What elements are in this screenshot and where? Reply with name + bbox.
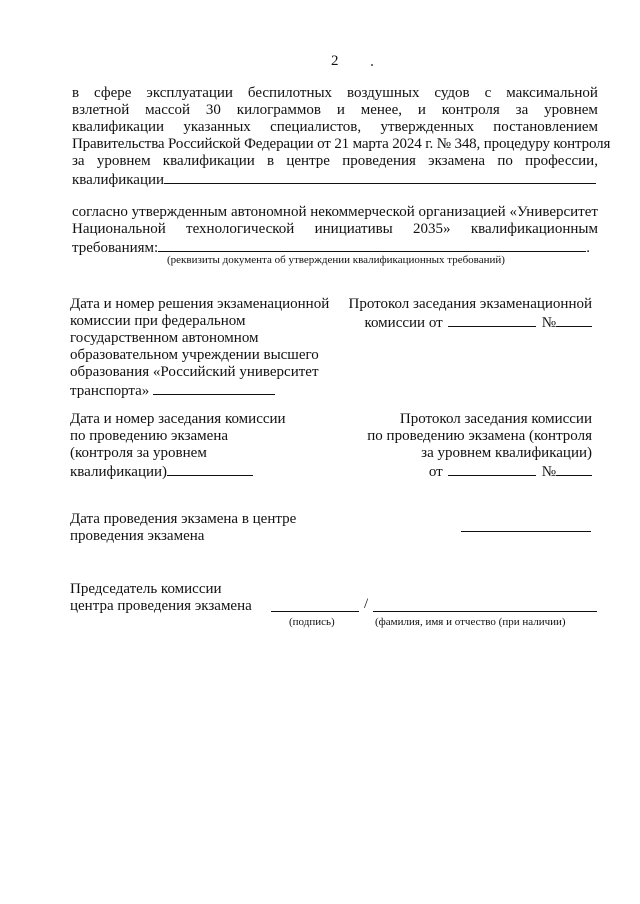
requirements-caption: (реквизиты документа об утверждении квалификационных требований) (167, 254, 505, 266)
word: в (267, 153, 275, 169)
signature-caption: (подпись) (289, 616, 335, 628)
word: эксплуатации (146, 85, 233, 101)
signature-separator: / (364, 596, 369, 612)
qualification-fill-line (164, 170, 596, 184)
word: массой (145, 102, 191, 118)
meeting-label-line-2: по проведению экзамена (70, 428, 229, 444)
protocol-exam-commission-line-2 (364, 313, 592, 332)
meeting-label-line-3: (контроля за уровнем (70, 445, 207, 461)
full-name-caption: (фамилия, имя и отчество (при наличии) (375, 616, 566, 628)
number-sign: № (541, 315, 556, 331)
word: утвержденным (131, 204, 228, 220)
word: согласно (72, 204, 128, 220)
decision-label-line-1: Дата и номер решения экзаменационной (70, 296, 330, 312)
decision-label-line-3: государственном автономном (70, 330, 259, 346)
word: технологической (186, 221, 295, 237)
word: менее, (360, 102, 402, 118)
word: автономной (230, 204, 307, 220)
meeting-fill-line (167, 462, 253, 476)
word: в (72, 85, 80, 101)
page-number: 2 (331, 53, 339, 69)
word: сфере (94, 85, 132, 101)
paragraph-1-line-4: Правительства Российской Федерации от 21 марта 2024 г. № 348, процедуру контроля (72, 136, 611, 152)
word: экзамена (428, 153, 486, 169)
word: проведения (342, 153, 416, 169)
word: постановлением (493, 119, 598, 135)
word: «Университет (509, 204, 598, 220)
meeting-label-line-4 (70, 462, 253, 481)
word: воздушных (347, 85, 420, 101)
chairman-label-line-1: Председатель комиссии (70, 581, 222, 597)
word: по (497, 153, 513, 169)
exam-date-label-line-1: Дата проведения экзамена в центре (70, 511, 297, 527)
requirements-label: требованиям: (72, 240, 159, 256)
paragraph-1-line-2 (72, 102, 598, 119)
word: уровнем (96, 153, 151, 169)
word: указанных (183, 119, 251, 135)
protocol-exam-commission-label: Протокол заседания экзаменационной (348, 296, 592, 312)
decision-label-line-4: образовательном учреждении высшего (70, 347, 319, 363)
full-name-line (373, 611, 597, 612)
commission-protocol-date-line (448, 462, 536, 476)
requirements-fill-line (158, 238, 586, 252)
protocol-number-line (556, 313, 592, 327)
word: с (484, 85, 492, 101)
word: Национальной (72, 221, 166, 237)
commission-from-label: комиссии от (364, 315, 443, 331)
paragraph-2-line-1 (72, 204, 598, 221)
word: квалификации (72, 119, 165, 135)
decision-fill-line (153, 381, 275, 395)
word: центре (286, 153, 330, 169)
word: специалистов, (270, 119, 362, 135)
commission-protocol-number-line (556, 462, 592, 476)
paragraph-1-line-3 (72, 119, 598, 136)
word: и (417, 102, 426, 118)
protocol-commission-line-1: Протокол заседания комиссии (399, 411, 592, 427)
word: и (336, 102, 345, 118)
qualification-label: квалификации (72, 172, 165, 188)
qualification-paren-label: квалификации) (70, 464, 168, 480)
from-label: от (428, 464, 443, 480)
signature-line (271, 611, 359, 612)
word: некоммерческой (310, 204, 415, 220)
decision-label-line-2: комиссии при федеральном (70, 313, 246, 329)
requirements-period: . (586, 240, 590, 256)
paragraph-2-line-2 (72, 221, 598, 238)
word: 30 (205, 102, 221, 118)
word: уровнем (544, 102, 598, 118)
paragraph-1-line-1 (72, 85, 598, 102)
word: квалификации (162, 153, 255, 169)
word: судов (434, 85, 470, 101)
scan-speck (371, 64, 373, 66)
word: 2035» (413, 221, 451, 237)
paragraph-1-line-5 (72, 153, 598, 170)
transport-label: транспорта» (70, 383, 150, 399)
paragraph-1-line-6 (72, 170, 596, 189)
word: килограммов (236, 102, 321, 118)
word: организацией (418, 204, 506, 220)
word: контроля (441, 102, 500, 118)
meeting-label-line-1: Дата и номер заседания комиссии (70, 411, 286, 427)
protocol-commission-line-4 (429, 462, 592, 481)
decision-label-line-5: образования «Российский университет (70, 364, 319, 380)
word: профессии, (525, 153, 598, 169)
word: взлетной (72, 102, 130, 118)
word: инициативы (314, 221, 393, 237)
chairman-label-line-2: центра проведения экзамена (70, 598, 252, 614)
exam-date-fill-line (461, 531, 591, 532)
word: беспилотных (247, 85, 333, 101)
exam-date-label-line-2: проведения экзамена (70, 528, 205, 544)
protocol-commission-line-2: по проведению экзамена (контроля (367, 428, 592, 444)
word: за (515, 102, 529, 118)
number-sign-2: № (541, 464, 556, 480)
word: максимальной (506, 85, 598, 101)
word: утвержденных (380, 119, 474, 135)
word: за (72, 153, 85, 169)
word: квалификационным (470, 221, 598, 237)
protocol-commission-line-3: за уровнем квалификации) (421, 445, 592, 461)
decision-label-line-6 (70, 381, 275, 400)
protocol-date-line (448, 313, 536, 327)
